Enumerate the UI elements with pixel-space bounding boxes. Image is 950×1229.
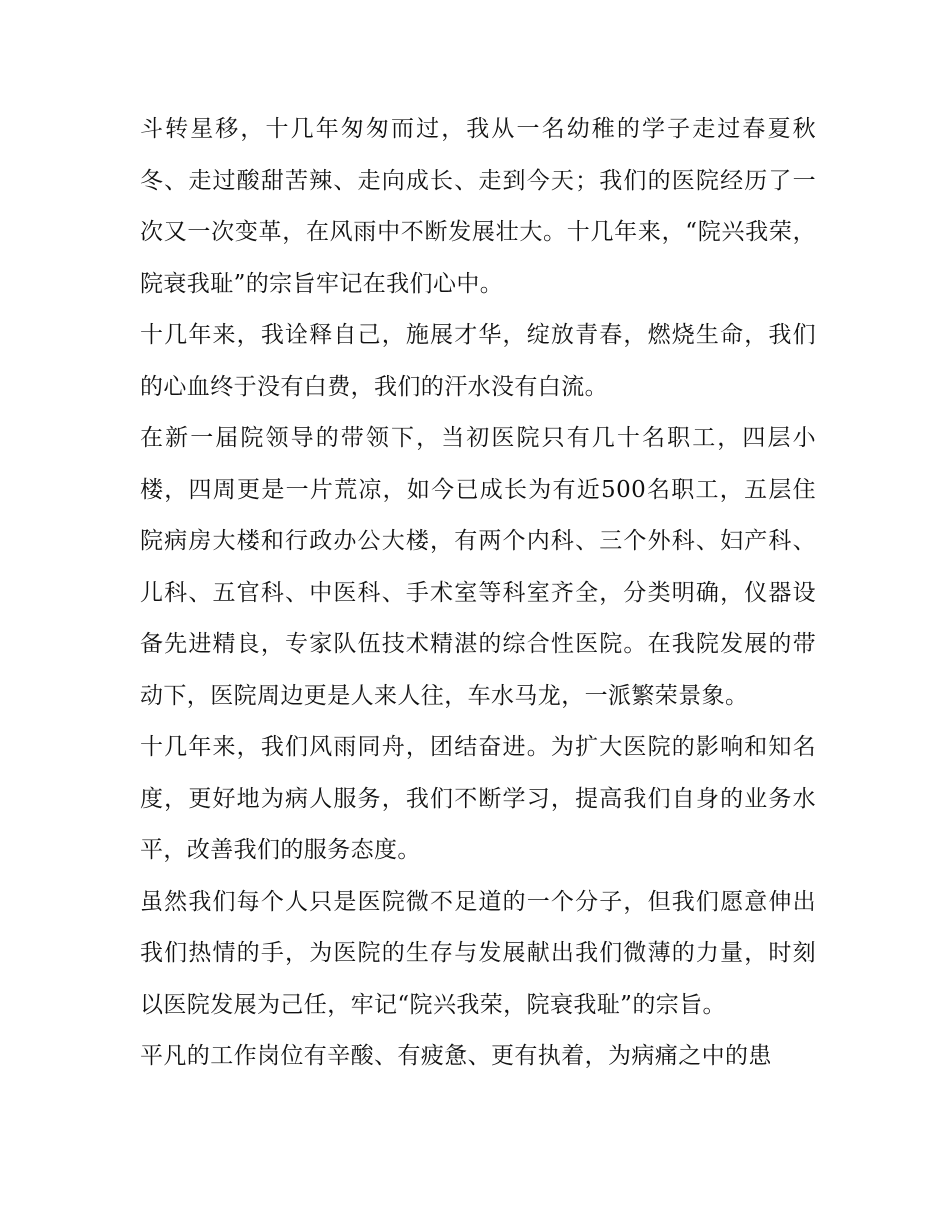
paragraph: 十几年来，我们风雨同舟，团结奋进。为扩大医院的影响和知名度，更好地为病人服务，我们不断学习，提高我们自身的业务水平，改善我们的服务态度。 [140,734,816,863]
document-body [140,104,816,1083]
paragraph: 虽然我们每个人只是医院微不足道的一个分子，但我们愿意伸出我们热情的手，为医院的生存与发展献出我们微薄的力量，时刻以医院发展为己任，牢记“院兴我荣，院衰我耻”的宗旨。 [140,888,816,1018]
paragraph: 平凡的工作岗位有辛酸、有疲惫、更有执着，为病痛之中的患 [140,1043,772,1069]
paragraph: 在新一届院领导的带领下，当初医院只有几十名职工，四层小楼，四周更是一片荒凉，如今已成长为有近500名职工，五层住院病房大楼和行政办公大楼，有两个内科、三个外科、妇产科、儿科、五官科、中医科、手术室等科室齐全，分类明确，仪器设备先进精良，专家队伍技术精湛的综合性医院。在我院发展的带动下，医院周边更是人来人往，车水马龙，一派繁荣景象。 [140,425,816,709]
paragraph: 十几年来，我诠释自己，施展才华，绽放青春，燃烧生命，我们的心血终于没有白费，我们的汗水没有白流。 [140,322,816,400]
paragraph: 斗转星移，十几年匆匆而过，我从一名幼稚的学子走过春夏秋冬、走过酸甜苦辣、走向成长、走到今天；我们的医院经历了一次又一次变革，在风雨中不断发展壮大。十几年来，“院兴我荣，院衰我耻”的宗旨牢记在我们心中。 [140,116,816,297]
